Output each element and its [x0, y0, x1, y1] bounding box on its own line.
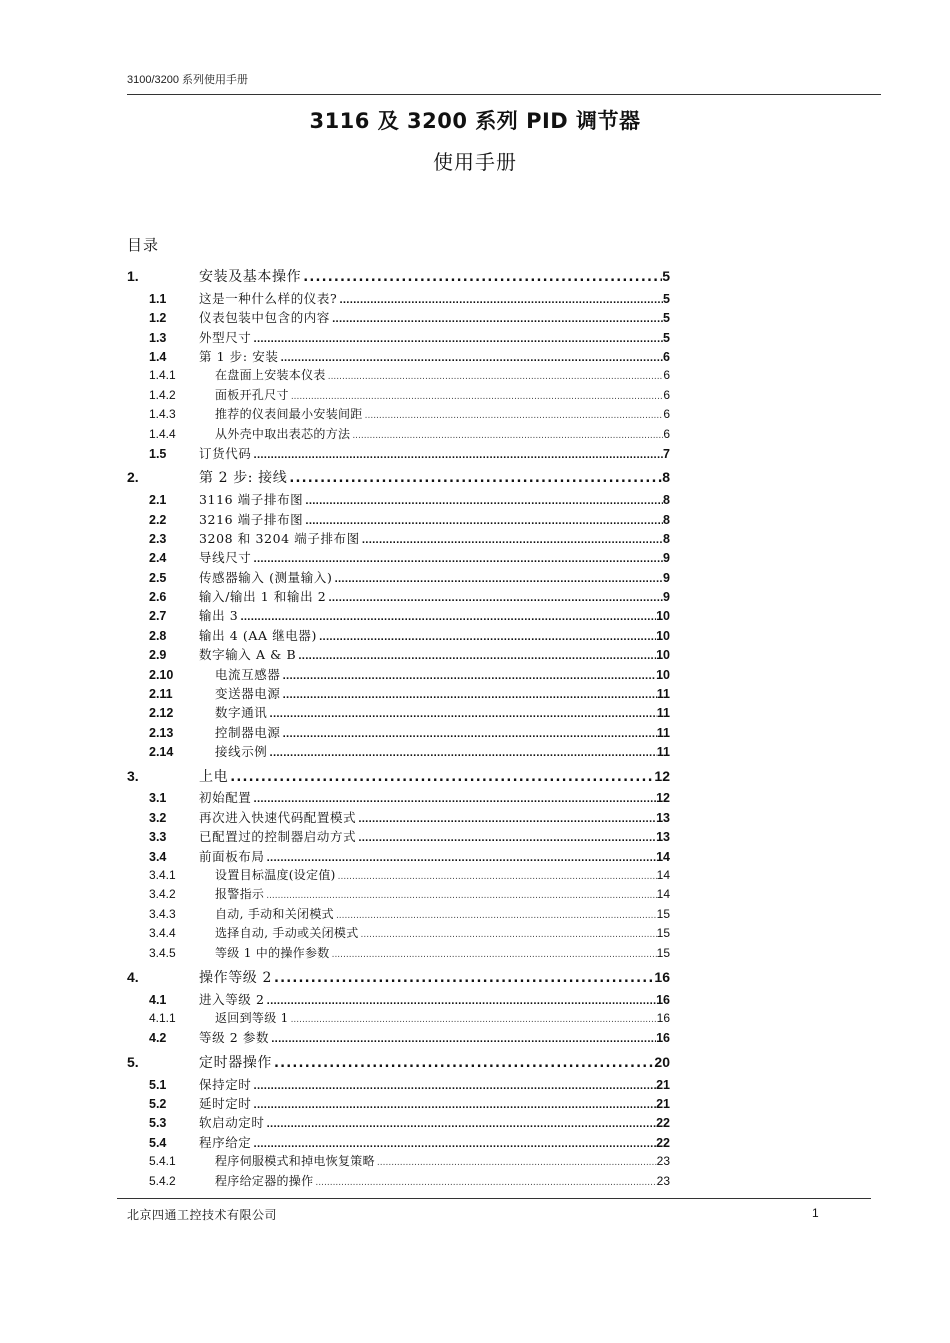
toc-entry-number: 5.4: [149, 1135, 167, 1150]
toc-entry[interactable]: [127, 905, 670, 924]
toc-entry-title: 面板开孔尺寸: [215, 387, 289, 402]
toc-entry-title: 输出 3: [199, 608, 239, 624]
toc-entry-number: 3.4: [149, 849, 167, 864]
toc-entry-number: 2.8: [149, 628, 167, 643]
toc-entry[interactable]: [127, 866, 670, 885]
toc-entry-number: 1.3: [149, 330, 167, 345]
toc-entry-title: 接线示例: [215, 744, 268, 760]
toc-entry[interactable]: [127, 465, 670, 490]
toc-entry-number: 4.: [127, 968, 139, 985]
toc-entry-number: 2.13: [149, 725, 174, 740]
toc-entry-page: 8: [663, 493, 670, 508]
footer-divider: [117, 1198, 871, 1199]
toc-entry-page: 6: [663, 349, 670, 364]
toc-entry-number: 4.1: [149, 992, 167, 1007]
toc-entry-number: 2.1: [149, 493, 167, 508]
toc-entry[interactable]: [127, 723, 670, 742]
toc-entry-number: 3.4.1: [149, 867, 176, 882]
toc-entry[interactable]: [127, 386, 670, 405]
toc-entry-number: 3.: [127, 767, 139, 784]
toc-entry-page: 16: [656, 1031, 670, 1046]
toc-entry[interactable]: [127, 645, 670, 664]
toc-entry-number: 2.2: [149, 512, 167, 527]
running-header: 3100/3200 系列使用手册: [127, 74, 249, 86]
toc-entry-title: 程序伺服模式和掉电恢复策略: [215, 1154, 375, 1169]
toc-entry-page: 5: [663, 330, 670, 345]
toc-entry-page: 16: [656, 1011, 670, 1026]
toc-entry-number: 5.4.1: [149, 1154, 176, 1169]
toc-entry[interactable]: [127, 1075, 670, 1094]
toc-entry-number: 1.4: [149, 349, 167, 364]
toc-entry-title: 订货代码: [199, 445, 252, 461]
toc-entry-page: 6: [663, 407, 670, 422]
toc-entry-number: 4.2: [149, 1031, 167, 1046]
toc-entry-page: 21: [656, 1077, 670, 1092]
toc-entry-page: 14: [656, 887, 670, 902]
toc-entry-title: 电流互感器: [215, 666, 281, 682]
toc-entry-page: 22: [656, 1135, 670, 1150]
toc-entry-title: 导线尺寸: [199, 550, 252, 566]
toc-entry-title: 变送器电源: [215, 686, 281, 702]
toc-entry-page: 23: [656, 1173, 670, 1188]
toc-entry-page: 15: [656, 906, 670, 921]
toc-entry-title: 传感器输入 (测量输入): [199, 569, 333, 585]
toc-entry-title: 这是一种什么样的仪表?: [199, 290, 338, 306]
toc-entry[interactable]: [127, 444, 670, 463]
toc-entry[interactable]: [127, 808, 670, 827]
toc-entry-number: 3.2: [149, 810, 167, 825]
toc-dot-leader: [315, 1174, 656, 1193]
toc-entry-page: 11: [656, 725, 670, 740]
toc-entry-title: 自动, 手动和关闭模式: [215, 906, 334, 921]
toc-entry-title: 返回到等级 1: [215, 1011, 289, 1026]
toc-entry[interactable]: [127, 827, 670, 846]
document-title: 3116 及 3200 系列 PID 调节器: [309, 109, 641, 133]
toc-entry-number: 3.4.5: [149, 945, 176, 960]
toc-entry[interactable]: [127, 924, 670, 943]
toc-entry-title: 再次进入快速代码配置模式: [199, 809, 357, 825]
toc-entry[interactable]: [127, 289, 670, 308]
toc-entry-page: 8: [663, 512, 670, 527]
toc-entry[interactable]: [127, 366, 670, 385]
toc-entry-number: 2.11: [149, 687, 173, 702]
toc-entry-page: 16: [656, 992, 670, 1007]
toc-entry-title: 操作等级 2: [199, 969, 272, 986]
toc-entry[interactable]: [127, 965, 670, 990]
toc-entry-title: 延时定时: [199, 1096, 252, 1112]
toc-entry[interactable]: [127, 308, 670, 327]
toc-entry[interactable]: [127, 425, 670, 444]
toc-entry-page: 10: [656, 609, 670, 624]
toc-entry-title: 从外壳中取出表芯的方法: [215, 426, 351, 441]
toc-entry-title: 3216 端子排布图: [199, 511, 304, 527]
toc-entry-number: 5.: [127, 1053, 139, 1070]
toc-entry-number: 2.: [127, 469, 139, 486]
toc-dot-leader: [253, 447, 663, 466]
toc-entry-page: 6: [663, 426, 670, 441]
toc-entry-number: 2.6: [149, 590, 167, 605]
toc-entry-page: 22: [656, 1116, 670, 1131]
toc-entry-title: 等级 2 参数: [199, 1030, 270, 1046]
toc-entry[interactable]: [127, 847, 670, 866]
toc-entry-number: 1.2: [149, 311, 167, 326]
toc-entry-title: 在盘面上安装本仪表: [215, 368, 326, 383]
toc-entry-title: 数字输入 A & B: [199, 647, 297, 663]
toc-dot-leader: [289, 467, 662, 492]
toc-entry-number: 4.1.1: [149, 1011, 176, 1026]
toc-entry[interactable]: [127, 885, 670, 904]
toc-entry-number: 3.3: [149, 830, 167, 845]
toc-entry-page: 9: [663, 551, 670, 566]
toc-entry-page: 15: [656, 926, 670, 941]
toc-entry[interactable]: [127, 1113, 670, 1132]
toc-entry-page: 8: [662, 469, 670, 486]
toc-entry[interactable]: [127, 490, 670, 509]
toc-entry-page: 5: [662, 268, 670, 284]
toc-entry-title: 程序给定器的操作: [215, 1173, 314, 1188]
toc-entry-page: 13: [656, 810, 670, 825]
toc-entry[interactable]: [127, 684, 670, 703]
toc-entry[interactable]: [127, 1028, 670, 1047]
toc-entry-title: 初始配置: [199, 790, 252, 806]
toc-dot-leader: [332, 946, 657, 965]
toc-entry[interactable]: [127, 1152, 670, 1171]
toc-entry-number: 3.4.2: [149, 887, 176, 902]
toc-entry[interactable]: [127, 529, 670, 548]
toc-entry-number: 5.2: [149, 1097, 167, 1112]
toc-dot-leader: [230, 766, 654, 791]
toc-entry-title: 安装及基本操作: [199, 269, 302, 285]
toc-entry-number: 1.4.2: [149, 387, 176, 402]
toc-entry[interactable]: [127, 990, 670, 1009]
toc-entry-title: 输出 4 (AA 继电器): [199, 627, 317, 643]
toc-entry[interactable]: [127, 665, 670, 684]
toc-entry[interactable]: [127, 568, 670, 587]
toc-entry[interactable]: [127, 1009, 670, 1028]
toc-entry-page: 10: [656, 667, 670, 682]
toc-entry[interactable]: [127, 788, 670, 807]
toc-entry-page: 8: [663, 531, 670, 546]
toc-entry[interactable]: [127, 1133, 670, 1152]
toc-entry[interactable]: [127, 1050, 670, 1075]
toc-dot-leader: [303, 266, 662, 291]
toc-entry-page: 14: [656, 867, 670, 882]
toc-entry-number: 2.9: [149, 648, 167, 663]
toc-entry[interactable]: [127, 606, 670, 625]
toc-entry-number: 5.4.2: [149, 1173, 176, 1188]
toc-entry[interactable]: [127, 347, 670, 366]
toc-entry-page: 11: [656, 745, 670, 760]
toc-entry-title: 等级 1 中的操作参数: [215, 945, 330, 960]
toc-entry-title: 第 1 步: 安装: [199, 348, 279, 364]
toc-entry-page: 11: [656, 706, 670, 721]
toc-entry-number: 3.4.4: [149, 926, 176, 941]
toc-entry[interactable]: [127, 510, 670, 529]
toc-entry-title: 外型尺寸: [199, 329, 252, 345]
toc-entry[interactable]: [127, 626, 670, 645]
toc-entry-title: 仪表包装中包含的内容: [199, 310, 331, 326]
toc-entry-number: 2.14: [149, 745, 174, 760]
toc-entry[interactable]: [127, 405, 670, 424]
toc-entry-number: 3.1: [149, 791, 167, 806]
toc-entry-title: 3208 和 3204 端子排布图: [199, 530, 360, 546]
toc-entry-page: 6: [663, 387, 670, 402]
document-subtitle: 使用手册: [433, 150, 517, 174]
toc-entry-number: 2.5: [149, 570, 167, 585]
toc-entry-page: 12: [654, 767, 670, 784]
toc-entry-title: 数字通讯: [215, 705, 268, 721]
toc-entry-number: 1.5: [149, 446, 167, 461]
toc-entry-title: 3116 端子排布图: [199, 492, 304, 508]
toc-entry-page: 10: [656, 628, 670, 643]
table-of-contents: [127, 262, 670, 1191]
toc-dot-leader: [274, 1052, 654, 1077]
toc-entry-title: 程序给定: [199, 1134, 252, 1150]
toc-entry-page: 12: [656, 791, 670, 806]
toc-entry-page: 7: [663, 446, 670, 461]
toc-entry-page: 14: [656, 849, 670, 864]
toc-entry-page: 15: [656, 945, 670, 960]
toc-entry-title: 推荐的仪表间最小安装间距: [215, 407, 363, 422]
toc-entry[interactable]: [127, 1172, 670, 1191]
toc-entry-title: 软启动定时: [199, 1115, 265, 1131]
toc-entry-page: 6: [663, 368, 670, 383]
toc-entry-number: 1.4.4: [149, 426, 176, 441]
toc-entry-title: 已配置过的控制器启动方式: [199, 829, 357, 845]
toc-entry-page: 5: [663, 291, 670, 306]
toc-entry-title: 控制器电源: [215, 724, 281, 740]
toc-entry[interactable]: [127, 264, 670, 289]
header-divider: [127, 94, 881, 95]
toc-entry-title: 第 2 步: 接线: [199, 470, 288, 487]
toc-entry-page: 21: [656, 1097, 670, 1112]
toc-entry-number: 1.: [127, 268, 139, 284]
toc-entry-number: 2.12: [149, 706, 174, 721]
toc-entry-page: 16: [654, 968, 670, 985]
toc-entry[interactable]: [127, 587, 670, 606]
toc-entry-number: 2.7: [149, 609, 167, 624]
toc-entry[interactable]: [127, 548, 670, 567]
toc-entry-title: 上电: [199, 768, 229, 785]
toc-entry-number: 1.4.1: [149, 368, 176, 383]
toc-entry-title: 前面板布局: [199, 848, 265, 864]
toc-entry-page: 9: [663, 570, 670, 585]
toc-entry[interactable]: [127, 742, 670, 761]
toc-dot-leader: [271, 1031, 656, 1050]
toc-entry-page: 11: [656, 687, 670, 702]
toc-entry[interactable]: [127, 944, 670, 963]
toc-entry-page: 10: [656, 648, 670, 663]
toc-entry-page: 23: [656, 1154, 670, 1169]
toc-entry-number: 3.4.3: [149, 906, 176, 921]
footer-company: 北京四通工控技术有限公司: [127, 1208, 278, 1222]
toc-dot-leader: [269, 745, 656, 764]
toc-entry-title: 选择自动, 手动或关闭模式: [215, 926, 359, 941]
toc-entry-page: 5: [663, 311, 670, 326]
toc-entry-number: 2.3: [149, 531, 167, 546]
toc-heading: 目录: [127, 236, 160, 254]
toc-entry[interactable]: [127, 328, 670, 347]
toc-entry-number: 2.4: [149, 551, 167, 566]
toc-entry[interactable]: [127, 1094, 670, 1113]
toc-entry-number: 1.4.3: [149, 407, 176, 422]
toc-entry-page: 9: [663, 590, 670, 605]
toc-entry-page: 20: [654, 1053, 670, 1070]
toc-entry-title: 定时器操作: [199, 1054, 272, 1071]
toc-dot-leader: [274, 967, 654, 992]
toc-entry-title: 保持定时: [199, 1076, 252, 1092]
toc-entry-number: 5.1: [149, 1077, 167, 1092]
toc-entry-title: 报警指示: [215, 887, 265, 902]
toc-entry-title: 设置目标温度(设定值): [215, 867, 336, 882]
toc-entry-number: 5.3: [149, 1116, 167, 1131]
toc-entry[interactable]: [127, 703, 670, 722]
toc-entry-number: 1.1: [149, 291, 167, 306]
toc-entry-page: 13: [656, 830, 670, 845]
toc-entry-title: 输入/输出 1 和输出 2: [199, 589, 327, 605]
toc-entry-title: 进入等级 2: [199, 991, 265, 1007]
toc-entry[interactable]: [127, 764, 670, 789]
toc-entry-number: 2.10: [149, 667, 174, 682]
footer-page-number: 1: [812, 1206, 819, 1220]
